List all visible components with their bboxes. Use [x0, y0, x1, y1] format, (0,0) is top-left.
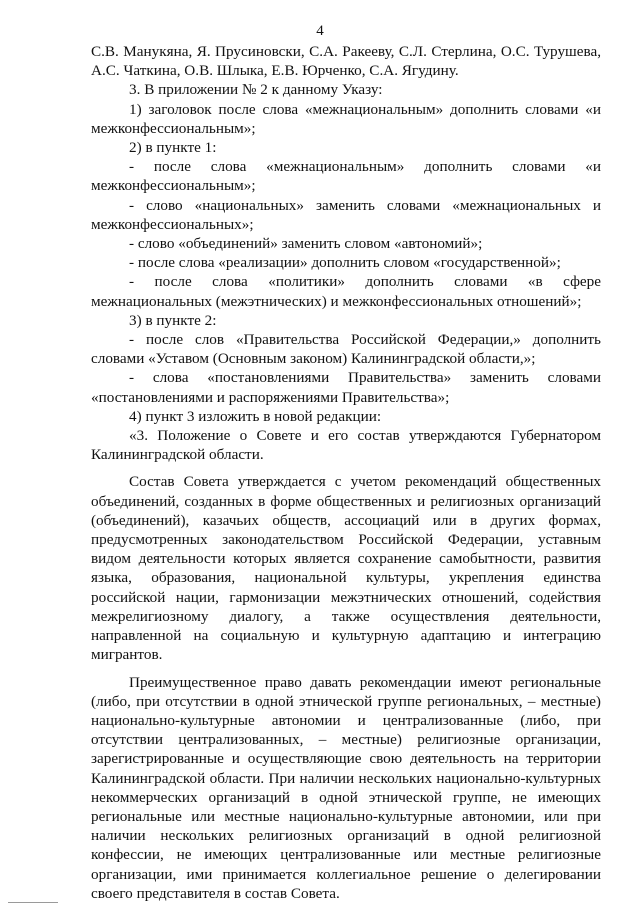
paragraph-11: - после слов «Правительства Российской Федерации,» дополнить словами «Уставом (Основным законом) Калининградской области,»; — [91, 331, 601, 368]
paragraph-6: - слово «национальных» заменить словами «межнациональных и межконфессиональных»; — [91, 196, 601, 233]
paragraph-7: - слово «объединений» заменить словом «автономий»; — [129, 235, 483, 253]
paragraph-8: - после слова «реализации» дополнить словом «государственной»; — [129, 254, 561, 272]
paragraph-14: «3. Положение о Совете и его состав утверждаются Губернатором Калининградской области. — [91, 427, 601, 464]
paragraph-3: 1) заголовок после слова «межнациональным» дополнить словами «и межконфессиональным»; — [91, 100, 601, 137]
paragraph-15: Состав Совета утверждается с учетом рекомендаций общественных объединений, созданных в форме общественных и религиозных организаций (объединений), казачьих обществ, ассоциаций или в других формах, предусмотренных законодательством Российской Федерации, уставным видом деятельности которых является сохранение самобытности, развития языка, образования, национальной культуры, укрепления единства российской нации, гармонизации межэтнических отношений, содействия межрелигиозному диалогу, а также осуществления деятельности, направленной на социальную и культурную адаптацию и интеграцию мигрантов. — [91, 473, 601, 664]
paragraph-16: Преимущественное право давать рекомендации имеют региональные (либо, при отсутствии в одной этнической группе региональных, – местные) национально-культурные автономии и централизованные (либо, при отсутствии централизованных, – местные) религиозные организации, зарегистрированные и осуществляющие свою деятельность на территории Калининградской области. При наличии нескольких национально-культурных некоммерческих организаций в одной этнической группе, не имеющих региональные или местные национально-культурные автономии, или при наличии нескольких религиозных организаций в одной религиозной конфессии, не имеющих централизованные или местные религиозные организации, ими принимается коллегиальное решение о делегировании своего представителя в состав Совета. — [91, 673, 601, 902]
paragraph-5: - после слова «межнациональным» дополнить словами «и межконфессиональным»; — [91, 158, 601, 195]
paragraph-4: 2) в пункте 1: — [129, 139, 217, 157]
paragraph-1: С.В. Манукяна, Я. Прусиновски, С.А. Ракееву, С.Л. Стерлина, О.С. Турушева, А.С. Чаткина, О.В. Шлыка, Е.В. Юрченко, С.А. Ягудину. — [91, 43, 601, 80]
page-number: 4 — [316, 23, 324, 39]
paragraph-9: - после слова «политики» дополнить словами «в сфере межнациональных (межэтнических) и межконфессиональных отношений»; — [91, 273, 601, 310]
paragraph-2: 3. В приложении № 2 к данному Указу: — [129, 81, 383, 99]
paragraph-13: 4) пункт 3 изложить в новой редакции: — [129, 407, 382, 425]
footer-divider — [8, 902, 58, 903]
paragraph-10: 3) в пункте 2: — [129, 311, 217, 329]
document-body — [91, 42, 601, 903]
paragraph-12: - слова «постановлениями Правительства» заменить словами «постановлениями и распоряжениями Правительства»; — [91, 369, 601, 406]
